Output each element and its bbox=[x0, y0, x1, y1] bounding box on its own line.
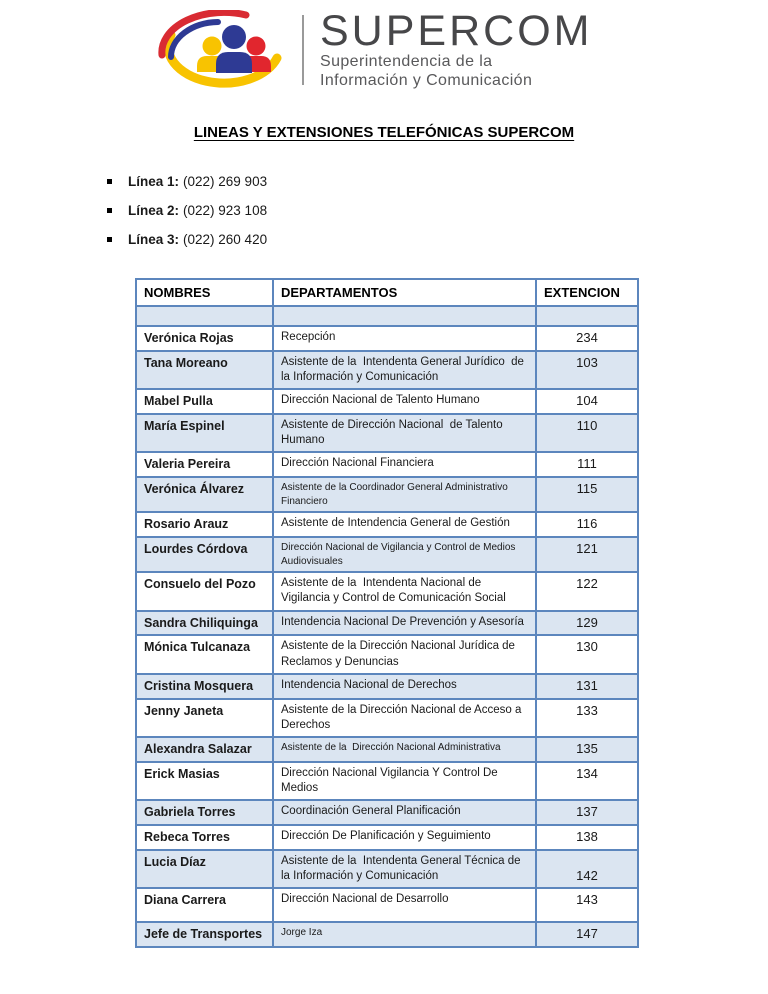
name-cell bbox=[136, 306, 273, 326]
extensions-table bbox=[135, 278, 639, 948]
phone-line-number: (022) 260 420 bbox=[183, 231, 268, 247]
phone-line-item bbox=[107, 173, 768, 189]
name-cell: Diana Carrera bbox=[136, 888, 273, 922]
name-cell: Jefe de Transportes bbox=[136, 922, 273, 947]
header-extencion: EXTENCION bbox=[536, 279, 638, 306]
extension-cell: 147 bbox=[536, 922, 638, 947]
table-row bbox=[136, 389, 638, 414]
supercom-logo-icon bbox=[150, 10, 290, 90]
extension-cell: 131 bbox=[536, 674, 638, 699]
department-cell: Dirección Nacional Vigilancia Y Control De Medios bbox=[273, 762, 536, 800]
department-cell: Asistente de la Intendenta General Técnica de la Información y Comunicación bbox=[273, 850, 536, 888]
phone-line-label: Línea 3: bbox=[128, 231, 180, 247]
table-header-row bbox=[136, 279, 638, 306]
name-cell: Gabriela Torres bbox=[136, 800, 273, 825]
name-cell: Mónica Tulcanaza bbox=[136, 635, 273, 673]
header-departamentos: DEPARTAMENTOS bbox=[273, 279, 536, 306]
table-row bbox=[136, 800, 638, 825]
table-row bbox=[136, 611, 638, 636]
logo-header bbox=[150, 8, 768, 92]
extension-cell: 129 bbox=[536, 611, 638, 636]
department-cell: Dirección Nacional de Desarrollo bbox=[273, 888, 536, 922]
table-row bbox=[136, 572, 638, 610]
phone-line-label: Línea 1: bbox=[128, 173, 180, 189]
table-row bbox=[136, 635, 638, 673]
department-cell: Asistente de la Intendenta General Jurídico de la Información y Comunicación bbox=[273, 351, 536, 389]
extension-cell: 143 bbox=[536, 888, 638, 922]
table-row bbox=[136, 537, 638, 572]
name-cell: Alexandra Salazar bbox=[136, 737, 273, 762]
phone-line-number: (022) 269 903 bbox=[183, 173, 268, 189]
extension-cell: 142 bbox=[536, 850, 638, 888]
department-cell: Dirección Nacional de Talento Humano bbox=[273, 389, 536, 414]
extension-cell: 116 bbox=[536, 512, 638, 537]
extension-cell: 137 bbox=[536, 800, 638, 825]
name-cell: María Espinel bbox=[136, 414, 273, 452]
department-cell: Asistente de la Intendenta Nacional de Vigilancia y Control de Comunicación Social bbox=[273, 572, 536, 610]
department-cell: Asistente de Dirección Nacional de Talento Humano bbox=[273, 414, 536, 452]
extension-cell: 111 bbox=[536, 452, 638, 477]
name-cell: Valeria Pereira bbox=[136, 452, 273, 477]
logo-text-block bbox=[316, 7, 593, 90]
logo-divider bbox=[302, 15, 304, 85]
phone-line-item bbox=[107, 202, 768, 218]
brand-subtitle-line1: Superintendencia de la bbox=[320, 53, 493, 71]
table-row bbox=[136, 674, 638, 699]
department-cell: Intendencia Nacional de Derechos bbox=[273, 674, 536, 699]
table-row bbox=[136, 414, 638, 452]
table-row bbox=[136, 326, 638, 351]
department-cell: Intendencia Nacional De Prevención y Asesoría bbox=[273, 611, 536, 636]
extension-cell: 135 bbox=[536, 737, 638, 762]
department-cell: Dirección De Planificación y Seguimiento bbox=[273, 825, 536, 850]
extension-cell: 234 bbox=[536, 326, 638, 351]
extension-cell: 110 bbox=[536, 414, 638, 452]
table-row bbox=[136, 737, 638, 762]
name-cell: Sandra Chiliquinga bbox=[136, 611, 273, 636]
extension-cell: 104 bbox=[536, 389, 638, 414]
department-cell: Asistente de Intendencia General de Gestión bbox=[273, 512, 536, 537]
extension-cell: 103 bbox=[536, 351, 638, 389]
table-row bbox=[136, 762, 638, 800]
department-cell: Asistente de la Dirección Nacional de Acceso a Derechos bbox=[273, 699, 536, 737]
name-cell: Consuelo del Pozo bbox=[136, 572, 273, 610]
name-cell: Rosario Arauz bbox=[136, 512, 273, 537]
name-cell: Cristina Mosquera bbox=[136, 674, 273, 699]
table-row bbox=[136, 699, 638, 737]
phone-line-item bbox=[107, 231, 768, 247]
bullet-icon bbox=[107, 208, 112, 213]
table-row bbox=[136, 825, 638, 850]
name-cell: Erick Masias bbox=[136, 762, 273, 800]
brand-subtitle-line2: Información y Comunicación bbox=[320, 71, 533, 89]
extension-cell: 122 bbox=[536, 572, 638, 610]
bullet-icon bbox=[107, 179, 112, 184]
extension-cell: 134 bbox=[536, 762, 638, 800]
department-cell: Asistente de la Dirección Nacional Jurídica de Reclamos y Denuncias bbox=[273, 635, 536, 673]
name-cell: Mabel Pulla bbox=[136, 389, 273, 414]
table-row bbox=[136, 351, 638, 389]
header-nombres: NOMBRES bbox=[136, 279, 273, 306]
department-cell: Asistente de la Dirección Nacional Administrativa bbox=[273, 737, 536, 762]
department-cell: Dirección Nacional de Vigilancia y Control de Medios Audiovisuales bbox=[273, 537, 536, 572]
phone-line-label: Línea 2: bbox=[128, 202, 180, 218]
name-cell: Lourdes Córdova bbox=[136, 537, 273, 572]
name-cell: Lucia Díaz bbox=[136, 850, 273, 888]
department-cell: Recepción bbox=[273, 326, 536, 351]
department-cell: Coordinación General Planificación bbox=[273, 800, 536, 825]
table-row bbox=[136, 922, 638, 947]
extensions-table-body bbox=[136, 306, 638, 947]
extension-cell: 121 bbox=[536, 537, 638, 572]
phone-line-number: (022) 923 108 bbox=[183, 202, 268, 218]
extension-cell: 130 bbox=[536, 635, 638, 673]
name-cell: Verónica Álvarez bbox=[136, 477, 273, 512]
name-cell: Tana Moreano bbox=[136, 351, 273, 389]
table-row bbox=[136, 888, 638, 922]
table-row bbox=[136, 850, 638, 888]
department-cell: Asistente de la Coordinador General Administrativo Financiero bbox=[273, 477, 536, 512]
extension-cell: 133 bbox=[536, 699, 638, 737]
extension-cell: 138 bbox=[536, 825, 638, 850]
extension-cell bbox=[536, 306, 638, 326]
department-cell bbox=[273, 306, 536, 326]
brand-name: SUPERCOM bbox=[320, 7, 593, 56]
table-row bbox=[136, 512, 638, 537]
page-title: LINEAS Y EXTENSIONES TELEFÓNICAS SUPERCOM bbox=[193, 124, 575, 141]
table-row bbox=[136, 477, 638, 512]
department-cell: Dirección Nacional Financiera bbox=[273, 452, 536, 477]
name-cell: Jenny Janeta bbox=[136, 699, 273, 737]
name-cell: Verónica Rojas bbox=[136, 326, 273, 351]
extension-cell: 115 bbox=[536, 477, 638, 512]
table-empty-row bbox=[136, 306, 638, 326]
name-cell: Rebeca Torres bbox=[136, 825, 273, 850]
table-row bbox=[136, 452, 638, 477]
bullet-icon bbox=[107, 237, 112, 242]
department-cell: Jorge Iza bbox=[273, 922, 536, 947]
phone-lines-list bbox=[107, 173, 768, 247]
